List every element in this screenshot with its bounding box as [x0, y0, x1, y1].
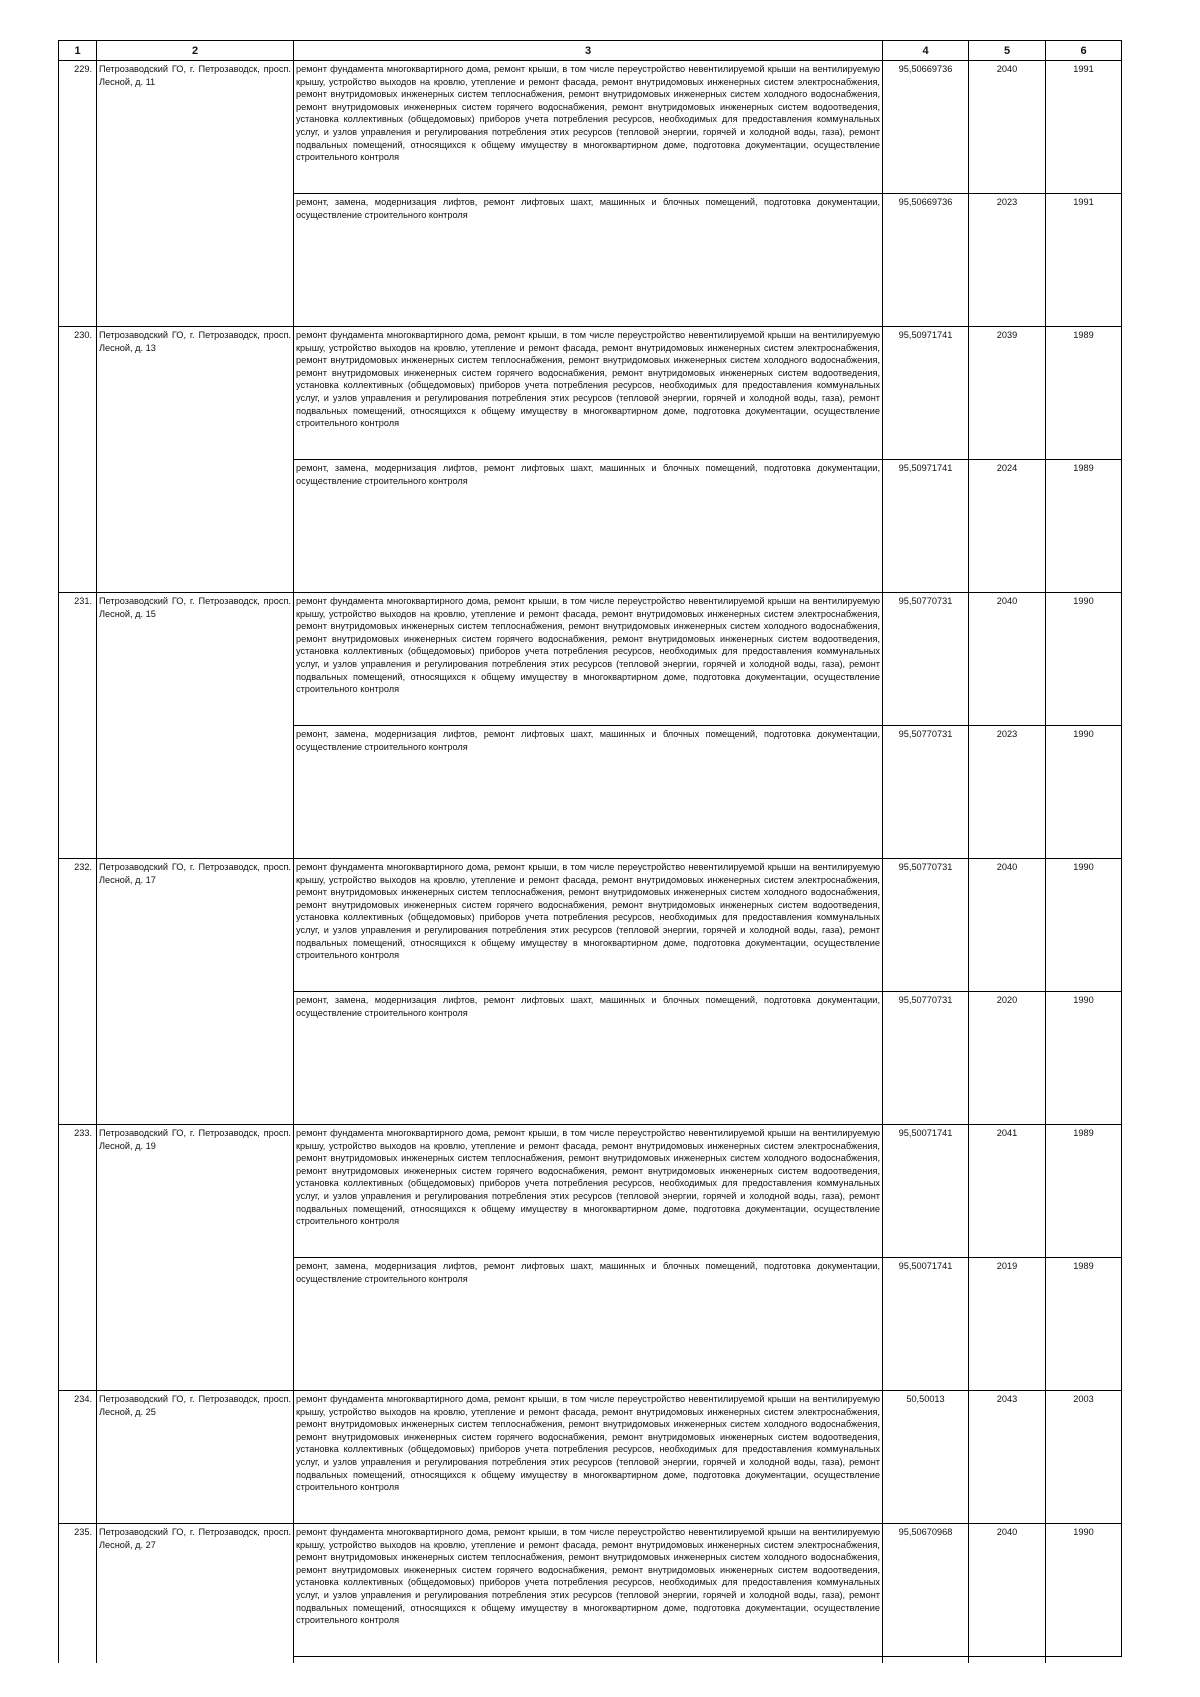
built-year-cell: 1989	[1046, 327, 1122, 460]
address-cell: Петрозаводский ГО, г. Петрозаводск, просп. Лесной, д. 15	[97, 593, 294, 859]
row-number: 231.	[59, 593, 97, 859]
cost-cell: 95,50071741	[883, 1125, 969, 1258]
cost-cell: 95,50971741	[883, 327, 969, 460]
capital-repair-table	[58, 40, 1122, 1663]
header-col-1: 1	[59, 41, 97, 61]
row-number: 230.	[59, 327, 97, 593]
cost-cell: 95,50770731	[883, 593, 969, 726]
continuation-gap	[969, 1657, 1046, 1664]
year-cell: 2043	[969, 1391, 1046, 1524]
document-page	[58, 40, 1121, 1663]
table-continuation	[59, 1657, 1122, 1664]
built-year-cell: 1990	[1046, 992, 1122, 1125]
address-cell: Петрозаводский ГО, г. Петрозаводск, просп. Лесной, д. 19	[97, 1125, 294, 1391]
year-cell: 2039	[969, 327, 1046, 460]
cost-cell: 95,50669736	[883, 194, 969, 327]
year-cell: 2024	[969, 460, 1046, 593]
year-cell: 2040	[969, 61, 1046, 194]
table-row	[59, 1391, 1122, 1524]
header-col-6: 6	[1046, 41, 1122, 61]
work-description: ремонт фундамента многоквартирного дома, ремонт крыши, в том числе переустройство невентилируемой крыши на вентилируемую крышу, устройство выходов на кровлю, утепление и ремонт фасада, ремонт внутридомовых инженерных систем электроснабжения, ремонт внутридомовых инженерных систем теплоснабжения, ремонт внутридомовых инженерных систем холодного водоснабжения, ремонт внутридомовых инженерных систем горячего водоснабжения, ремонт внутридомовых инженерных систем водоотведения, установка коллективных (общедомовых) приборов учета потребления ресурсов, необходимых для предоставления коммунальных услуг, и узлов управления и регулирования потребления этих ресурсов (тепловой энергии, горячей и холодной воды, газа), ремонт подвальных помещений, относящихся к общему имуществу в многоквартирном доме, подготовка документации, осуществление строительного контроля	[294, 593, 883, 726]
address-cell: Петрозаводский ГО, г. Петрозаводск, просп. Лесной, д. 17	[97, 859, 294, 1125]
built-year-cell: 2003	[1046, 1391, 1122, 1524]
continuation-gap	[294, 1657, 883, 1664]
row-number: 233.	[59, 1125, 97, 1391]
built-year-cell: 1990	[1046, 1524, 1122, 1657]
built-year-cell: 1989	[1046, 1125, 1122, 1258]
work-description: ремонт, замена, модернизация лифтов, ремонт лифтовых шахт, машинных и блочных помещений, подготовка документации, осуществление строительного контроля	[294, 194, 883, 327]
built-year-cell: 1989	[1046, 460, 1122, 593]
work-description: ремонт, замена, модернизация лифтов, ремонт лифтовых шахт, машинных и блочных помещений, подготовка документации, осуществление строительного контроля	[294, 992, 883, 1125]
cost-cell: 95,50670968	[883, 1524, 969, 1657]
work-description: ремонт фундамента многоквартирного дома, ремонт крыши, в том числе переустройство невентилируемой крыши на вентилируемую крышу, устройство выходов на кровлю, утепление и ремонт фасада, ремонт внутридомовых инженерных систем электроснабжения, ремонт внутридомовых инженерных систем теплоснабжения, ремонт внутридомовых инженерных систем холодного водоснабжения, ремонт внутридомовых инженерных систем горячего водоснабжения, ремонт внутридомовых инженерных систем водоотведения, установка коллективных (общедомовых) приборов учета потребления ресурсов, необходимых для предоставления коммунальных услуг, и узлов управления и регулирования потребления этих ресурсов (тепловой энергии, горячей и холодной воды, газа), ремонт подвальных помещений, относящихся к общему имуществу в многоквартирном доме, подготовка документации, осуществление строительного контроля	[294, 1524, 883, 1657]
cost-cell: 95,50770731	[883, 726, 969, 859]
year-cell: 2040	[969, 859, 1046, 992]
cost-cell: 95,50770731	[883, 859, 969, 992]
header-col-2: 2	[97, 41, 294, 61]
header-col-4: 4	[883, 41, 969, 61]
year-cell: 2019	[969, 1258, 1046, 1391]
work-description: ремонт фундамента многоквартирного дома, ремонт крыши, в том числе переустройство невентилируемой крыши на вентилируемую крышу, устройство выходов на кровлю, утепление и ремонт фасада, ремонт внутридомовых инженерных систем электроснабжения, ремонт внутридомовых инженерных систем теплоснабжения, ремонт внутридомовых инженерных систем холодного водоснабжения, ремонт внутридомовых инженерных систем горячего водоснабжения, ремонт внутридомовых инженерных систем водоотведения, установка коллективных (общедомовых) приборов учета потребления ресурсов, необходимых для предоставления коммунальных услуг, и узлов управления и регулирования потребления этих ресурсов (тепловой энергии, горячей и холодной воды, газа), ремонт подвальных помещений, относящихся к общему имуществу в многоквартирном доме, подготовка документации, осуществление строительного контроля	[294, 1391, 883, 1524]
continuation-cell	[97, 1657, 294, 1664]
cost-cell: 50,50013	[883, 1391, 969, 1524]
row-number: 232.	[59, 859, 97, 1125]
cost-cell: 95,50971741	[883, 460, 969, 593]
work-description: ремонт фундамента многоквартирного дома, ремонт крыши, в том числе переустройство невентилируемой крыши на вентилируемую крышу, устройство выходов на кровлю, утепление и ремонт фасада, ремонт внутридомовых инженерных систем электроснабжения, ремонт внутридомовых инженерных систем теплоснабжения, ремонт внутридомовых инженерных систем холодного водоснабжения, ремонт внутридомовых инженерных систем горячего водоснабжения, ремонт внутридомовых инженерных систем водоотведения, установка коллективных (общедомовых) приборов учета потребления ресурсов, необходимых для предоставления коммунальных услуг, и узлов управления и регулирования потребления этих ресурсов (тепловой энергии, горячей и холодной воды, газа), ремонт подвальных помещений, относящихся к общему имуществу в многоквартирном доме, подготовка документации, осуществление строительного контроля	[294, 859, 883, 992]
row-number: 235.	[59, 1524, 97, 1657]
work-description: ремонт фундамента многоквартирного дома, ремонт крыши, в том числе переустройство невентилируемой крыши на вентилируемую крышу, устройство выходов на кровлю, утепление и ремонт фасада, ремонт внутридомовых инженерных систем электроснабжения, ремонт внутридомовых инженерных систем теплоснабжения, ремонт внутридомовых инженерных систем холодного водоснабжения, ремонт внутридомовых инженерных систем горячего водоснабжения, ремонт внутридомовых инженерных систем водоотведения, установка коллективных (общедомовых) приборов учета потребления ресурсов, необходимых для предоставления коммунальных услуг, и узлов управления и регулирования потребления этих ресурсов (тепловой энергии, горячей и холодной воды, газа), ремонт подвальных помещений, относящихся к общему имуществу в многоквартирном доме, подготовка документации, осуществление строительного контроля	[294, 61, 883, 194]
continuation-gap	[1046, 1657, 1122, 1664]
continuation-gap	[883, 1657, 969, 1664]
work-description: ремонт, замена, модернизация лифтов, ремонт лифтовых шахт, машинных и блочных помещений, подготовка документации, осуществление строительного контроля	[294, 460, 883, 593]
continuation-cell	[59, 1657, 97, 1664]
built-year-cell: 1990	[1046, 593, 1122, 726]
table-row	[59, 1524, 1122, 1657]
table-row	[59, 61, 1122, 194]
table-row	[59, 859, 1122, 992]
built-year-cell: 1990	[1046, 859, 1122, 992]
table-row	[59, 327, 1122, 460]
year-cell: 2040	[969, 593, 1046, 726]
address-cell: Петрозаводский ГО, г. Петрозаводск, просп. Лесной, д. 11	[97, 61, 294, 327]
header-row	[59, 41, 1122, 61]
header-col-3: 3	[294, 41, 883, 61]
year-cell: 2041	[969, 1125, 1046, 1258]
built-year-cell: 1990	[1046, 726, 1122, 859]
row-number: 229.	[59, 61, 97, 327]
cost-cell: 95,50770731	[883, 992, 969, 1125]
year-cell: 2040	[969, 1524, 1046, 1657]
year-cell: 2023	[969, 726, 1046, 859]
work-description: ремонт фундамента многоквартирного дома, ремонт крыши, в том числе переустройство невентилируемой крыши на вентилируемую крышу, устройство выходов на кровлю, утепление и ремонт фасада, ремонт внутридомовых инженерных систем электроснабжения, ремонт внутридомовых инженерных систем теплоснабжения, ремонт внутридомовых инженерных систем холодного водоснабжения, ремонт внутридомовых инженерных систем горячего водоснабжения, ремонт внутридомовых инженерных систем водоотведения, установка коллективных (общедомовых) приборов учета потребления ресурсов, необходимых для предоставления коммунальных услуг, и узлов управления и регулирования потребления этих ресурсов (тепловой энергии, горячей и холодной воды, газа), ремонт подвальных помещений, относящихся к общему имуществу в многоквартирном доме, подготовка документации, осуществление строительного контроля	[294, 327, 883, 460]
work-description: ремонт фундамента многоквартирного дома, ремонт крыши, в том числе переустройство невентилируемой крыши на вентилируемую крышу, устройство выходов на кровлю, утепление и ремонт фасада, ремонт внутридомовых инженерных систем электроснабжения, ремонт внутридомовых инженерных систем теплоснабжения, ремонт внутридомовых инженерных систем холодного водоснабжения, ремонт внутридомовых инженерных систем горячего водоснабжения, ремонт внутридомовых инженерных систем водоотведения, установка коллективных (общедомовых) приборов учета потребления ресурсов, необходимых для предоставления коммунальных услуг, и узлов управления и регулирования потребления этих ресурсов (тепловой энергии, горячей и холодной воды, газа), ремонт подвальных помещений, относящихся к общему имуществу в многоквартирном доме, подготовка документации, осуществление строительного контроля	[294, 1125, 883, 1258]
address-cell: Петрозаводский ГО, г. Петрозаводск, просп. Лесной, д. 25	[97, 1391, 294, 1524]
table-row	[59, 1125, 1122, 1258]
row-number: 234.	[59, 1391, 97, 1524]
built-year-cell: 1991	[1046, 61, 1122, 194]
table-row	[59, 593, 1122, 726]
built-year-cell: 1991	[1046, 194, 1122, 327]
year-cell: 2020	[969, 992, 1046, 1125]
header-col-5: 5	[969, 41, 1046, 61]
cost-cell: 95,50669736	[883, 61, 969, 194]
address-cell: Петрозаводский ГО, г. Петрозаводск, просп. Лесной, д. 13	[97, 327, 294, 593]
cost-cell: 95,50071741	[883, 1258, 969, 1391]
year-cell: 2023	[969, 194, 1046, 327]
address-cell: Петрозаводский ГО, г. Петрозаводск, просп. Лесной, д. 27	[97, 1524, 294, 1657]
built-year-cell: 1989	[1046, 1258, 1122, 1391]
work-description: ремонт, замена, модернизация лифтов, ремонт лифтовых шахт, машинных и блочных помещений, подготовка документации, осуществление строительного контроля	[294, 1258, 883, 1391]
work-description: ремонт, замена, модернизация лифтов, ремонт лифтовых шахт, машинных и блочных помещений, подготовка документации, осуществление строительного контроля	[294, 726, 883, 859]
